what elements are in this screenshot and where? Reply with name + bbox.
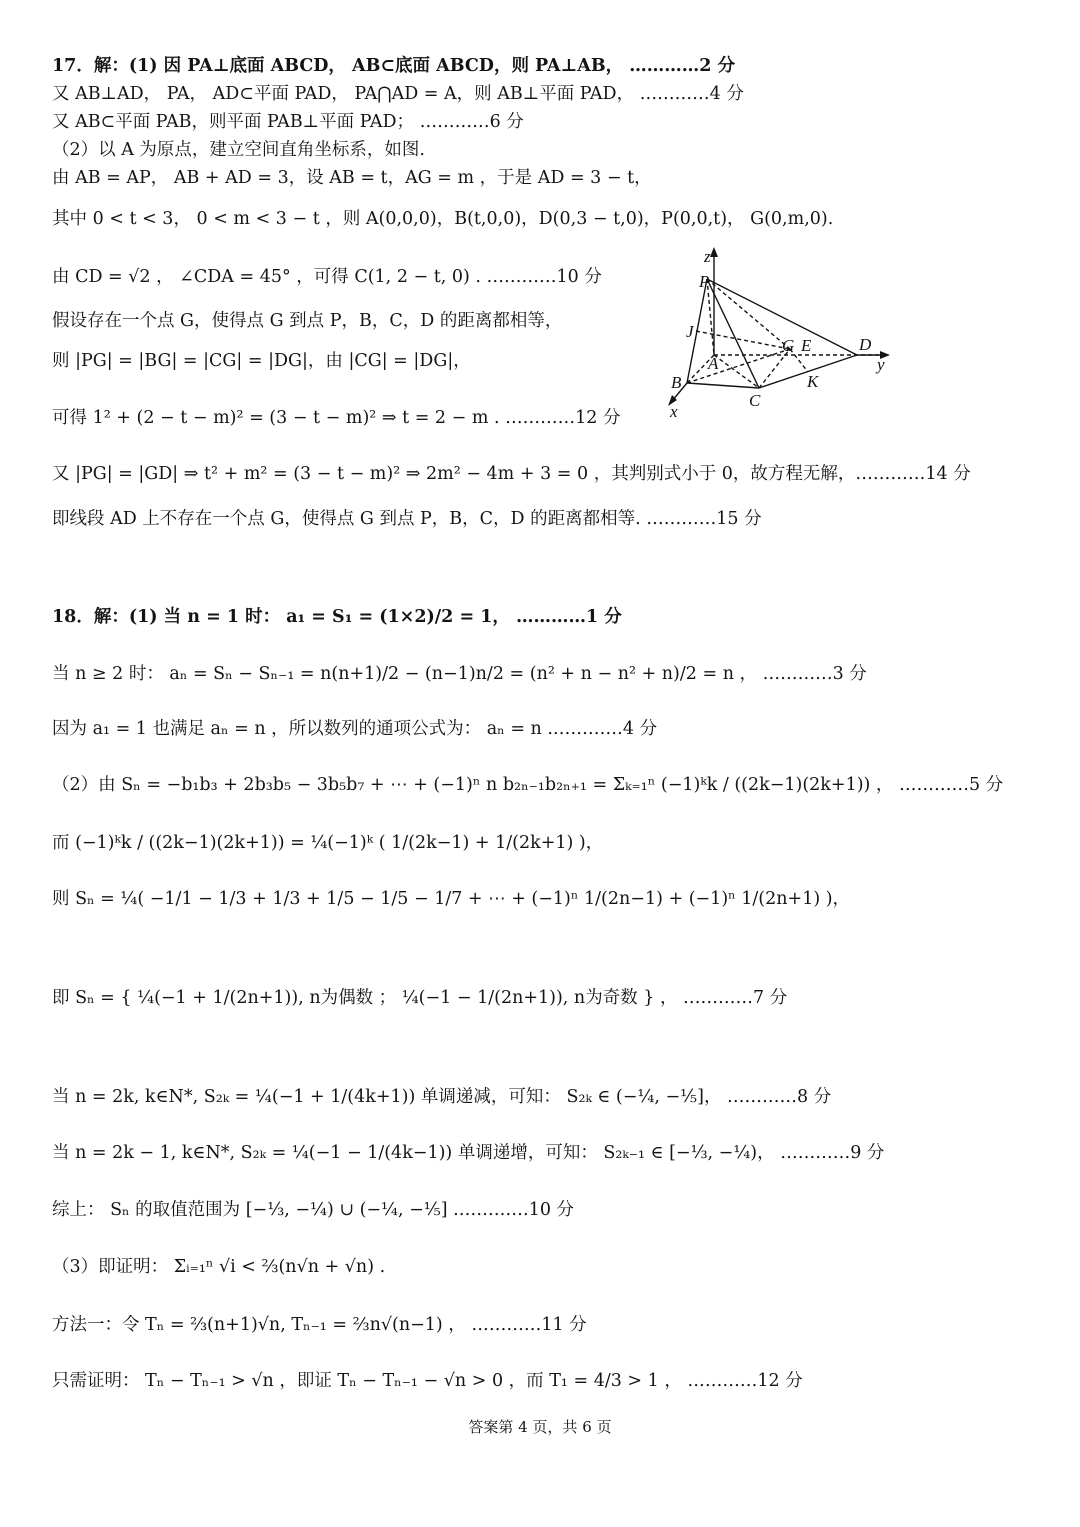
label-E: E	[801, 336, 812, 355]
p18-line-6: 则 Sₙ = ¼( −1/1 − 1/3 + 1/3 + 1/5 − 1/5 − 1/7 + ⋯ + (−1)ⁿ 1/(2n−1) + (−1)ⁿ 1/(2n+1) )，	[52, 889, 851, 909]
p18-line-1: 18．解：(1) 当 n = 1 时： a₁ = S₁ = (1×2)/2 = 1， …………1 分	[52, 607, 622, 627]
page-footer: 答案第 4 页，共 6 页	[468, 1418, 612, 1436]
p17-line-12: 即线段 AD 上不存在一个点 G，使得点 G 到点 P，B，C，D 的距离都相等. …………15 分	[52, 509, 762, 529]
p17-line-3: 又 AB⊂平面 PAB，则平面 PAB⊥平面 PAD； …………6 分	[52, 112, 524, 132]
p17-line-11: 又 |PG| = |GD| ⇒ t² + m² = (3 − t − m)² ⇒ 2m² − 4m + 3 = 0 ，其判别式小于 0，故方程无解，…………14 分	[52, 464, 971, 484]
label-G: G	[782, 336, 795, 355]
p17-line-5: 由 AB = AP， AB + AD = 3，设 AB = t，AG = m ，于是 AD = 3 − t，	[52, 168, 652, 188]
label-P: P	[699, 272, 710, 291]
p18-line-5: 而 (−1)ᵏk / ((2k−1)(2k+1)) = ¼(−1)ᵏ ( 1/(2k−1) + 1/(2k+1) )，	[52, 833, 604, 853]
p17-line-6: 其中 0 < t < 3， 0 < m < 3 − t ，则 A(0,0,0)，B(t,0,0)，D(0,3 − t,0)，P(0,0,t)， G(0,m,0).	[52, 209, 834, 229]
p18-line-9: 当 n = 2k − 1, k∈N*, S₂ₖ = ¼(−1 − 1/(4k−1)) 单调递增，可知： S₂ₖ₋₁ ∈ [−⅓, −¼)， …………9 分	[52, 1143, 885, 1163]
label-B: B	[671, 373, 682, 392]
edge-BC	[687, 383, 759, 388]
p17-line-9: 则 |PG| = |BG| = |CG| = |DG|，由 |CG| = |DG|，	[52, 351, 471, 371]
p18-line-11: （3）即证明： Σᵢ₌₁ⁿ √i < ⅔(n√n + √n) .	[52, 1257, 386, 1277]
label-C: C	[749, 391, 761, 410]
p18-line-13: 只需证明： Tₙ − Tₙ₋₁ > √n ，即证 Tₙ − Tₙ₋₁ − √n > 0 ，而 T₁ = 4/3 > 1 ， …………12 分	[52, 1371, 803, 1391]
p17-line-2: 又 AB⊥AD， PA， AD⊂平面 PAD， PA⋂AD = A，则 AB⊥平面 PAD， …………4 分	[52, 84, 744, 104]
label-D: D	[859, 335, 872, 354]
label-A: A	[708, 354, 719, 373]
label-J: J	[686, 322, 694, 341]
z-axis-arrow	[710, 247, 718, 257]
p17-line-1: 17．解：(1) 因 PA⊥底面 ABCD， AB⊂底面 ABCD，则 PA⊥AB， …………2 分	[52, 56, 736, 76]
label-y: y	[877, 355, 885, 374]
label-x: x	[670, 402, 678, 421]
p17-line-10: 可得 1² + (2 − t − m)² = (3 − t − m)² ⇒ t = 2 − m . …………12 分	[52, 408, 621, 428]
p18-line-10: 综上： Sₙ 的取值范围为 [−⅓, −¼) ∪ (−¼, −⅕] .…………10 分	[52, 1200, 575, 1220]
label-K: K	[807, 372, 819, 391]
p17-line-4: （2）以 A 为原点，建立空间直角坐标系，如图.	[52, 140, 425, 160]
p18-line-7: 即 Sₙ = { ¼(−1 + 1/(2n+1)), n为偶数 ； ¼(−1 − 1/(2n+1)), n为奇数 } ， …………7 分	[52, 988, 788, 1008]
p18-line-12: 方法一：令 Tₙ = ⅔(n+1)√n, Tₙ₋₁ = ⅔n√(n−1) ， …………11 分	[52, 1315, 587, 1335]
p18-line-3: 因为 a₁ = 1 也满足 aₙ = n ，所以数列的通项公式为： aₙ = n .…………4 分	[52, 719, 658, 739]
p17-line-8: 假设存在一个点 G，使得点 G 到点 P，B，C，D 的距离都相等，	[52, 311, 563, 331]
p18-line-8: 当 n = 2k, k∈N*, S₂ₖ = ¼(−1 + 1/(4k+1)) 单调递减，可知： S₂ₖ ∈ (−¼, −⅕]， …………8 分	[52, 1087, 832, 1107]
edge-JG	[696, 331, 790, 349]
p18-line-2: 当 n ≥ 2 时： aₙ = Sₙ − Sₙ₋₁ = n(n+1)/2 − (n−1)n/2 = (n² + n − n² + n)/2 = n ， …………3 分	[52, 664, 867, 684]
pyramid-figure	[662, 245, 902, 425]
label-z: z	[704, 247, 711, 266]
p17-line-7: 由 CD = √2 ， ∠CDA = 45° ，可得 C(1, 2 − t, 0) . …………10 分	[52, 267, 602, 287]
p18-line-4: （2）由 Sₙ = −b₁b₃ + 2b₃b₅ − 3b₅b₇ + ⋯ + (−1)ⁿ n b₂ₙ₋₁b₂ₙ₊₁ = Σₖ₌₁ⁿ (−1)ᵏk / ((2k−1)(2k+1)) ， …………5 分	[52, 775, 1004, 795]
